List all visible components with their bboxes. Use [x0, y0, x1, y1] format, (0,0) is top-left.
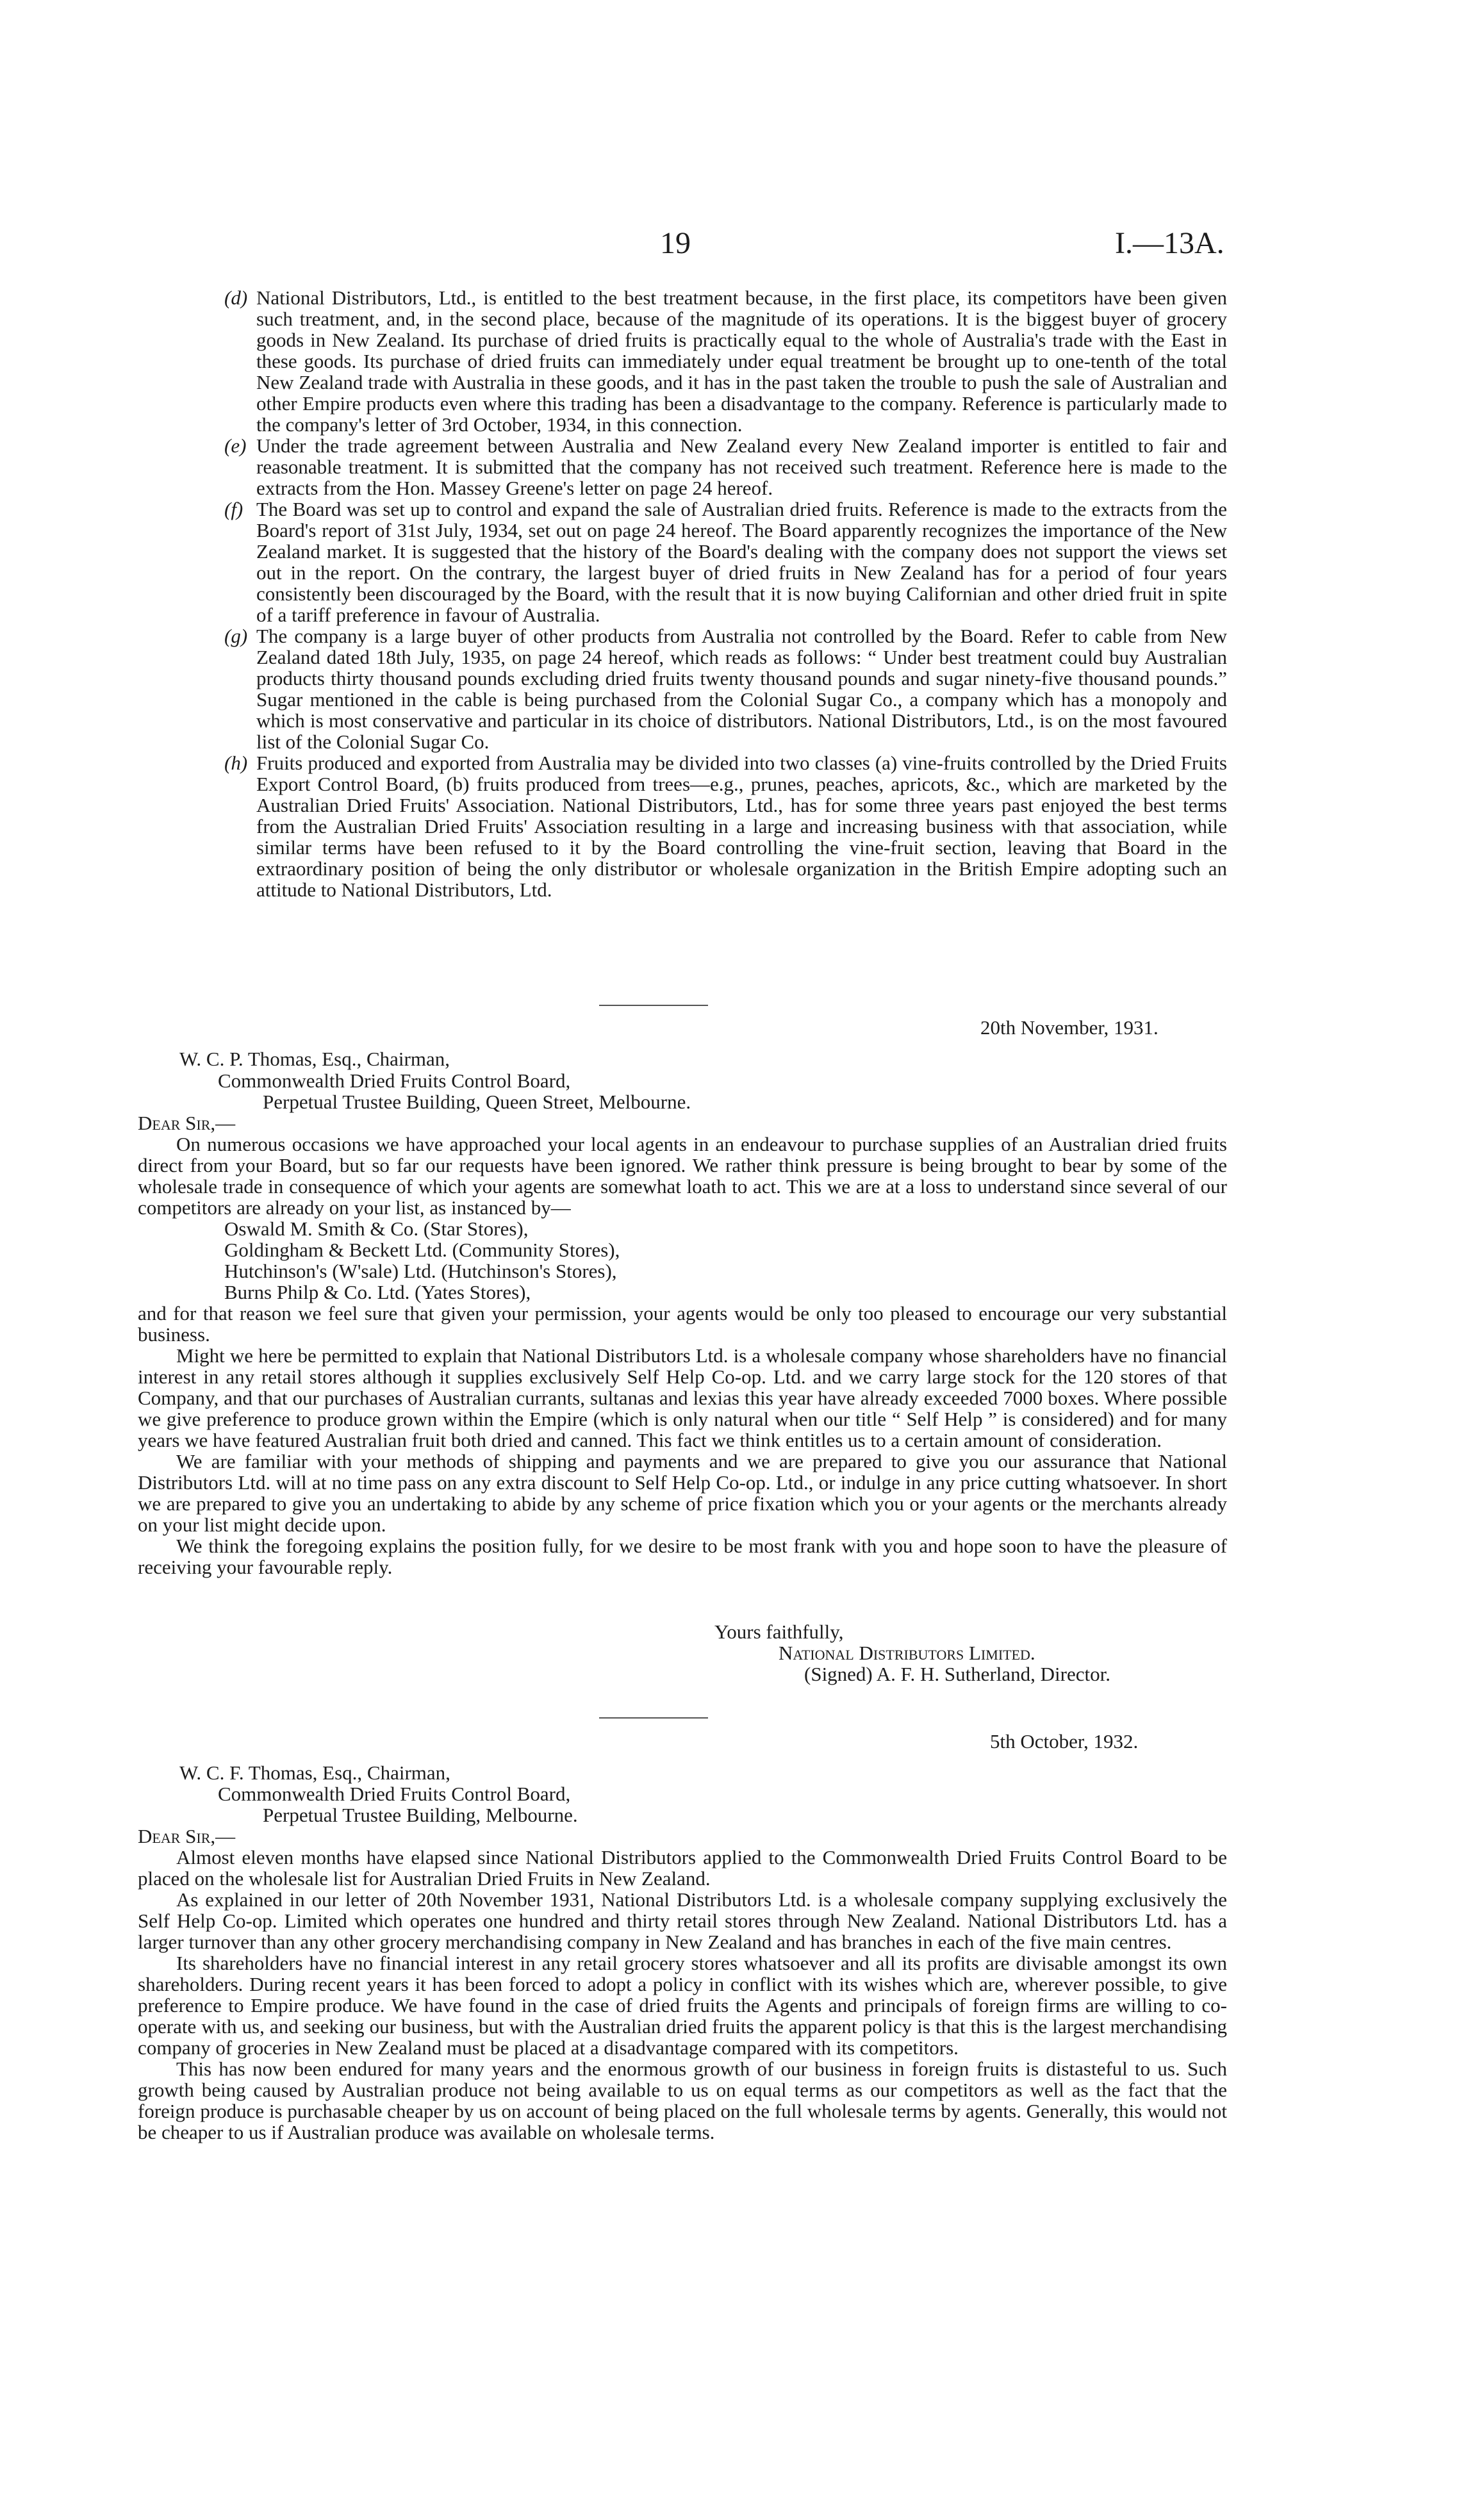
letter1-paragraph: On numerous occasions we have approached your local agents in an endeavour to purchase supplies of an Australian dried fruits direct from your Board, but so far our requests have been ignored. We rather think pressure is being brought to bear by some of the wholesale trade in consequence of which your agents are somewhat loath to act. This we are at a loss to understand since several of our competitors are already on your list, as instanced by— [138, 1133, 1227, 1219]
letter1-date: 20th November, 1931. [980, 1016, 1158, 1039]
letter2-salutation: Dear Sir,— [138, 1825, 236, 1847]
paragraph-d [224, 287, 1227, 435]
paragraph-label: (e) [224, 434, 247, 457]
paragraph-label: (d) [224, 286, 248, 309]
letter1-paragraph: Might we here be permitted to explain that National Distributors Ltd. is a wholesale company whose shareholders have no financial interest in any retail stores although it supplies exclusively Self Help Co-op. Ltd. and we carry large stock for the 120 stores of that Company, and that our purchases of Australian currants, sultanas and lexias this year have already exceeded 7000 boxes. Where possible we give preference to produce grown within the Empire (which is only natural when our title “ Self Help ” is considered) and for many years we have featured Australian fruit both dried and canned. This fact we think entitles us to a certain amount of consideration. [138, 1344, 1227, 1451]
paragraph-text: National Distributors, Ltd., is entitled to the best treatment because, in the first place, its competitors have been given such treatment, and, in the second place, because of the magnitude of its operations. It is the biggest buyer of grocery goods in New Zealand. Its purchase of dried fruits is practically equal to the whole of Australia's trade with the East in these goods. Its purchase of dried fruits can immediately under equal treatment be brought up to one-tenth of the total New Zealand trade with Australia in these goods, and it has in the past taken the trouble to push the sale of Australian and other Empire products even where this trading has been a disadvantage to the company. Reference is particularly made to the company's letter of 3rd October, 1934, in this connection. [256, 286, 1227, 436]
letter1-signature: (Signed) A. F. H. Sutherland, Director. [804, 1663, 1110, 1685]
letter2-paragraph: Its shareholders have no financial interest in any retail grocery stores whatsoever and all its profits are divisable amongst its own shareholders. During recent years it has been forced to adopt a policy in conflict with its wishes which are, wherever possible, to give preference to Empire produce. We have found in the case of dried fruits the Agents and principals of foreign firms are willing to co-operate with us, and seeking our business, but with the Australian dried fruits the apparent policy is that this is the largest merchandising company of groceries in New Zealand must be placed at a disadvantage compared with its competitors. [138, 1952, 1227, 2059]
page-number: 19 [660, 226, 691, 260]
list-item: Burns Philp & Co. Ltd. (Yates Stores), [224, 1281, 531, 1303]
letter1-salutation: Dear Sir,— [138, 1112, 236, 1134]
paragraph-e [224, 435, 1227, 499]
list-item: Hutchinson's (W'sale) Ltd. (Hutchinson's Stores), [224, 1260, 617, 1282]
paragraph-text: Under the trade agreement between Australia and New Zealand every New Zealand importer is entitled to fair and reasonable treatment. It is submitted that the company has not received such treatment. Reference here is made to the extracts from the Hon. Massey Greene's letter on page 24 hereof. [256, 434, 1227, 499]
paragraph-text: The company is a large buyer of other products from Australia not controlled by the Board. Refer to cable from New Zealand dated 18th July, 1935, on page 24 hereof, which reads as follows: “ Under best treatment could buy Australian products thirty thousand pounds excluding dried fruits twenty thousand pounds and sugar ninety-five thousand pounds.” Sugar mentioned in the cable is being purchased from the Colonial Sugar Co., a company which has a monopoly and which is most conservative and particular in its choice of distributors. National Distributors, Ltd., is on the most favoured list of the Colonial Sugar Co. [256, 625, 1227, 753]
paragraph-g [224, 625, 1227, 752]
list-item: Oswald M. Smith & Co. (Star Stores), [224, 1217, 529, 1240]
letter1-paragraph: We think the foregoing explains the position fully, for we desire to be most frank with you and hope soon to have the pleasure of receiving your favourable reply. [138, 1535, 1227, 1578]
letter1-body [138, 1134, 1227, 1578]
list-item: Goldingham & Beckett Ltd. (Community Stores), [224, 1239, 620, 1261]
paragraph-text: The Board was set up to control and expand the sale of Australian dried fruits. Reference is made to the extracts from the Board's report of 31st July, 1934, set out on page 24 hereof. The Board apparently recognizes the importance of the New Zealand market. It is suggested that the history of the Board's dealing with the company does not support the views set out in the report. On the contrary, the largest buyer of dried fruits in New Zealand has for a period of four years consistently been discouraged by the Board, with the result that it is now buying Californian and other dried fruit in spite of a tariff preference in favour of Australia. [256, 498, 1227, 626]
letter2-paragraph: As explained in our letter of 20th November 1931, National Distributors Ltd. is a wholesale company supplying exclusively the Self Help Co-op. Limited which operates one hundred and thirty retail stores through New Zealand. National Distributors Ltd. has a larger turnover than any other grocery merchandising company in New Zealand and has branches in each of the five main centres. [138, 1888, 1227, 1953]
lettered-paragraphs [224, 287, 1227, 900]
paragraph-label: (h) [224, 752, 248, 774]
letter1-company: National Distributors Limited. [779, 1642, 1035, 1664]
letter1-paragraph: and for that reason we feel sure that given your permission, your agents would be only too pleased to encourage our very substantial business. [138, 1302, 1227, 1346]
letter1-closing: Yours faithfully, [714, 1621, 844, 1643]
letter2-body [138, 1847, 1227, 2143]
paragraph-label: (g) [224, 625, 248, 647]
letter2-addressee: W. C. F. Thomas, Esq., Chairman, [179, 1761, 450, 1784]
letter2-date: 5th October, 1932. [990, 1730, 1139, 1753]
section-divider [599, 1717, 708, 1719]
letter1-paragraph: We are familiar with your methods of shipping and payments and we are prepared to give you our assurance that National Distributors Ltd. will at no time pass on any extra discount to Self Help Co-op. Ltd., or indulge in any price cutting whatsoever. In short we are prepared to give you an undertaking to abide by any scheme of price fixation which you or your agents or the merchants already on your list might decide upon. [138, 1450, 1227, 1536]
paragraph-text: Fruits produced and exported from Australia may be divided into two classes (a) vine-fruits controlled by the Dried Fruits Export Control Board, (b) fruits produced from trees—e.g., prunes, peaches, apricots, &c., which are marketed by the Australian Dried Fruits' Association. National Distributors, Ltd., has for some three years past enjoyed the best terms from the Australian Dried Fruits' Association resulting in a large and increasing business with that association, while similar terms have been refused to it by the Board controlling the vine-fruit section, leaving that Board in the extraordinary position of being the only distributor or wholesale organization in the British Empire adopting such an attitude to National Distributors, Ltd. [256, 752, 1227, 901]
letter2-paragraph: Almost eleven months have elapsed since National Distributors applied to the Commonwealth Dried Fruits Control Board to be placed on the wholesale list for Australian Dried Fruits in New Zealand. [138, 1846, 1227, 1890]
section-divider [599, 1005, 708, 1006]
letter2-paragraph: This has now been endured for many years and the enormous growth of our business in foreign fruits is distasteful to us. Such growth being caused by Australian produce not being available to us on equal terms as our competitors as well as the fact that the foreign produce is purchasable cheaper by us on account of being placed on the full wholesale terms by agents. Generally, this would not be cheaper to us if Australian produce was available on wholesale terms. [138, 2058, 1227, 2143]
letter1-board: Commonwealth Dried Fruits Control Board, [218, 1069, 571, 1092]
letter1-addressee: W. C. P. Thomas, Esq., Chairman, [179, 1048, 450, 1070]
paragraph-h [224, 752, 1227, 900]
document-reference: I.—13A. [1115, 226, 1224, 260]
letter2-board: Commonwealth Dried Fruits Control Board, [218, 1783, 571, 1805]
letter1-address: Perpetual Trustee Building, Queen Street, Melbourne. [263, 1091, 691, 1113]
paragraph-label: (f) [224, 498, 243, 520]
paragraph-f [224, 499, 1227, 625]
letter2-address: Perpetual Trustee Building, Melbourne. [263, 1804, 578, 1826]
competitor-list [138, 1218, 1227, 1303]
